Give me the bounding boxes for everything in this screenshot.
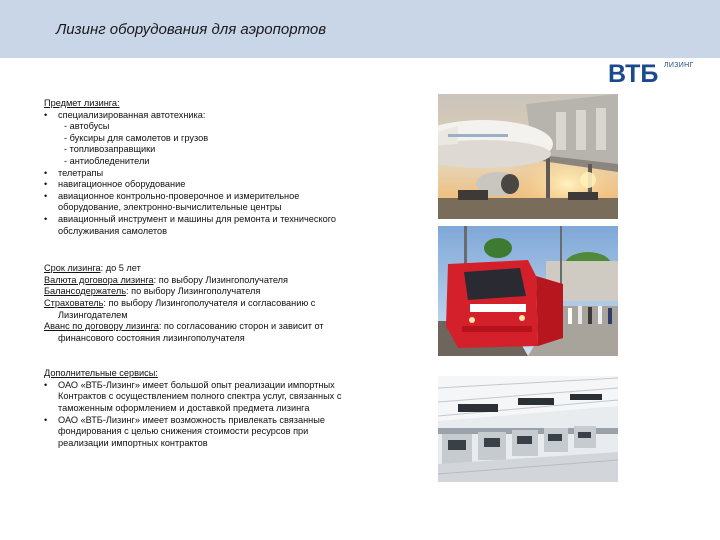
balance-label: Балансодержатель <box>44 286 126 297</box>
insurer-line <box>44 298 408 310</box>
term-label: Срок лизинга <box>44 263 101 274</box>
subject-bullet-2-text: телетрапы <box>58 167 104 178</box>
bullet-dot: • <box>44 179 48 190</box>
content-text <box>44 98 408 449</box>
currency-line <box>44 275 408 287</box>
bullet-dot: • <box>44 213 48 224</box>
subject-bullet-3 <box>44 179 408 191</box>
service-item-1-text: ОАО «ВТБ-Лизинг» имеет большой опыт реализации импортных <box>58 379 335 390</box>
term-line <box>44 263 408 275</box>
subject-bullet-5-text: авиационный инструмент и машины для ремонта и технического <box>58 213 336 224</box>
airplane-illustration <box>438 94 618 219</box>
bullet-dot: • <box>44 109 48 120</box>
sub-item-2: - буксиры для самолетов и грузов <box>64 132 209 143</box>
subject-bullet-1 <box>44 110 408 122</box>
airplane-photo <box>438 94 618 219</box>
term-value: : до 5 лет <box>100 263 141 274</box>
sub-item-1: - автобусы <box>64 121 110 132</box>
advance-label: Аванс по договору лизинга <box>44 321 159 332</box>
train-photo <box>438 226 618 356</box>
subject-bullet-3-text: навигационное оборудование <box>58 179 186 190</box>
subject-bullet-5-cont: обслуживания самолетов <box>58 225 168 236</box>
page-title: Лизинг оборудования для аэропортов <box>56 21 327 38</box>
bullet-dot: • <box>44 190 48 201</box>
insurer-line-cont: Лизингодателем <box>58 309 128 320</box>
balance-value: : по выбору Лизингополучателя <box>125 286 261 297</box>
subject-heading: Предмет лизинга: <box>44 98 120 108</box>
service-item-1 <box>44 380 408 392</box>
bullet-dot: • <box>44 167 48 178</box>
service-item-2-cont-1: фондирования с целью снижения стоимости ресурсов при <box>58 426 309 437</box>
service-item-1-cont-2: таможенным оформлением и доставкой предмета лизинга <box>58 403 310 414</box>
logo-sub-text: ЛИЗИНГ <box>664 62 694 69</box>
vtb-leasing-logo <box>608 60 700 86</box>
insurer-label: Страхователь <box>44 297 104 308</box>
advance-line-cont: финансового состояния лизингополучателя <box>58 332 245 343</box>
subject-bullet-4-cont: оборудование, электронно-вычислительные центры <box>58 202 282 213</box>
subject-bullet-2 <box>44 168 408 180</box>
subject-bullet-5 <box>44 214 408 226</box>
train-illustration <box>438 226 618 356</box>
insurer-value: : по выбору Лизингополучателя и согласованию с <box>103 297 316 308</box>
terminal-photo <box>438 376 618 482</box>
terminal-illustration <box>438 376 618 482</box>
currency-label: Валюта договора лизинга <box>44 274 154 285</box>
currency-value: : по выбору Лизингополучателя <box>153 274 288 285</box>
service-item-2-text: ОАО «ВТБ-Лизинг» имеет возможность привлекать связанные <box>58 414 325 425</box>
bullet-dot: • <box>44 379 48 390</box>
bullet-dot: • <box>44 414 48 425</box>
subject-bullet-4 <box>44 191 408 203</box>
sub-item-3: - топливозаправщики <box>64 144 156 155</box>
advance-line <box>44 321 408 333</box>
service-item-2-cont-2: реализации импортных контрактов <box>58 437 208 448</box>
sub-item-4: - антиобледенители <box>64 155 150 166</box>
balance-line <box>44 286 408 298</box>
subject-bullet-4-text: авиационное контрольно-проверочное и измерительное <box>58 190 300 201</box>
service-item-1-cont-1: Контрактов с осуществлением полного спектра услуг, связанных с <box>58 391 342 402</box>
subject-bullet-1-text: специализированная автотехника: <box>58 109 206 120</box>
advance-value: : по согласованию сторон и зависит от <box>158 321 324 332</box>
services-heading: Дополнительные сервисы: <box>44 368 158 379</box>
service-item-2 <box>44 415 408 427</box>
logo-main-text: ВТБ <box>608 60 659 88</box>
